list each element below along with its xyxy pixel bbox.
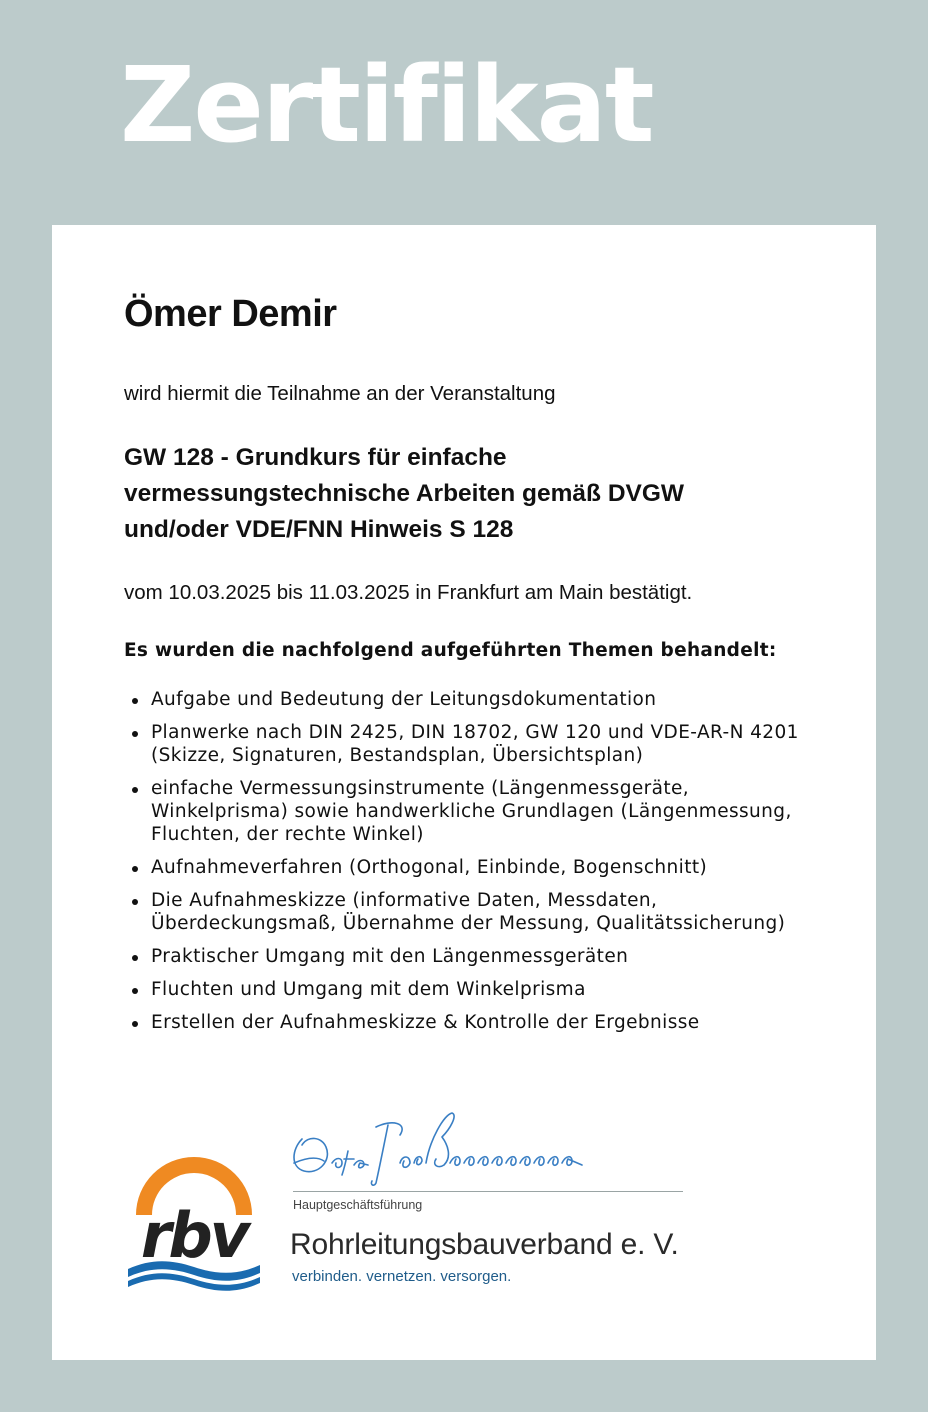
signature-caption: Hauptgeschäftsführung bbox=[293, 1198, 423, 1212]
organization-tagline: verbinden. vernetzen. versorgen. bbox=[292, 1268, 512, 1285]
signature-line bbox=[293, 1191, 683, 1192]
course-dates: vom 10.03.2025 bis 11.03.2025 in Frankfurt am Main bestätigt. bbox=[124, 581, 693, 604]
bullet-icon bbox=[132, 698, 138, 704]
bullet-icon bbox=[132, 899, 138, 905]
topics-list bbox=[124, 688, 814, 1044]
intro-text: wird hiermit die Teilnahme an der Veranstaltung bbox=[124, 382, 556, 405]
bullet-icon bbox=[132, 787, 138, 793]
rbv-logo bbox=[124, 1153, 264, 1293]
list-item bbox=[124, 856, 814, 879]
certificate-card bbox=[52, 225, 876, 1360]
topic-text: Erstellen der Aufnahmeskizze & Kontrolle der Ergebnisse bbox=[151, 1012, 700, 1033]
topic-text: Aufgabe und Bedeutung der Leitungsdokumentation bbox=[151, 689, 657, 710]
topic-text: Planwerke nach DIN 2425, DIN 18702, GW 120 und VDE-AR-N 4201 (Skizze, Signaturen, Bestandsplan, Übersichtsplan) bbox=[151, 722, 799, 766]
topic-text: Fluchten und Umgang mit dem Winkelprisma bbox=[151, 979, 586, 1000]
list-item bbox=[124, 721, 814, 767]
handwritten-signature bbox=[288, 1105, 598, 1191]
list-item bbox=[124, 945, 814, 968]
bullet-icon bbox=[132, 955, 138, 961]
list-item bbox=[124, 1011, 814, 1034]
list-item bbox=[124, 688, 814, 711]
list-item bbox=[124, 889, 814, 935]
bullet-icon bbox=[132, 1021, 138, 1027]
bullet-icon bbox=[132, 731, 138, 737]
recipient-name: Ömer Demir bbox=[124, 293, 337, 335]
bullet-icon bbox=[132, 866, 138, 872]
bullet-icon bbox=[132, 988, 138, 994]
svg-text:rbv: rbv bbox=[140, 1199, 248, 1272]
topic-text: einfache Vermessungsinstrumente (Längenmessgeräte, Winkelprisma) sowie handwerkliche Grundlagen (Längenmessung, Fluchten, der rechte Winkel) bbox=[151, 778, 792, 845]
organization-name: Rohrleitungsbauverband e. V. bbox=[290, 1228, 679, 1261]
list-item bbox=[124, 978, 814, 1001]
certificate-heading: Zertifikat bbox=[120, 44, 653, 166]
topic-text: Die Aufnahmeskizze (informative Daten, Messdaten, Überdeckungsmaß, Übernahme der Messung, Qualitätssicherung) bbox=[151, 890, 786, 934]
topic-text: Praktischer Umgang mit den Längenmessgeräten bbox=[151, 946, 629, 967]
topic-text: Aufnahmeverfahren (Orthogonal, Einbinde, Bogenschnitt) bbox=[151, 857, 708, 878]
list-item bbox=[124, 777, 814, 846]
topics-heading: Es wurden die nachfolgend aufgeführten Themen behandelt: bbox=[124, 640, 777, 661]
course-title: GW 128 - Grundkurs für einfache vermessungstechnische Arbeiten gemäß DVGW und/oder VDE/FNN Hinweis S 128 bbox=[124, 444, 685, 543]
